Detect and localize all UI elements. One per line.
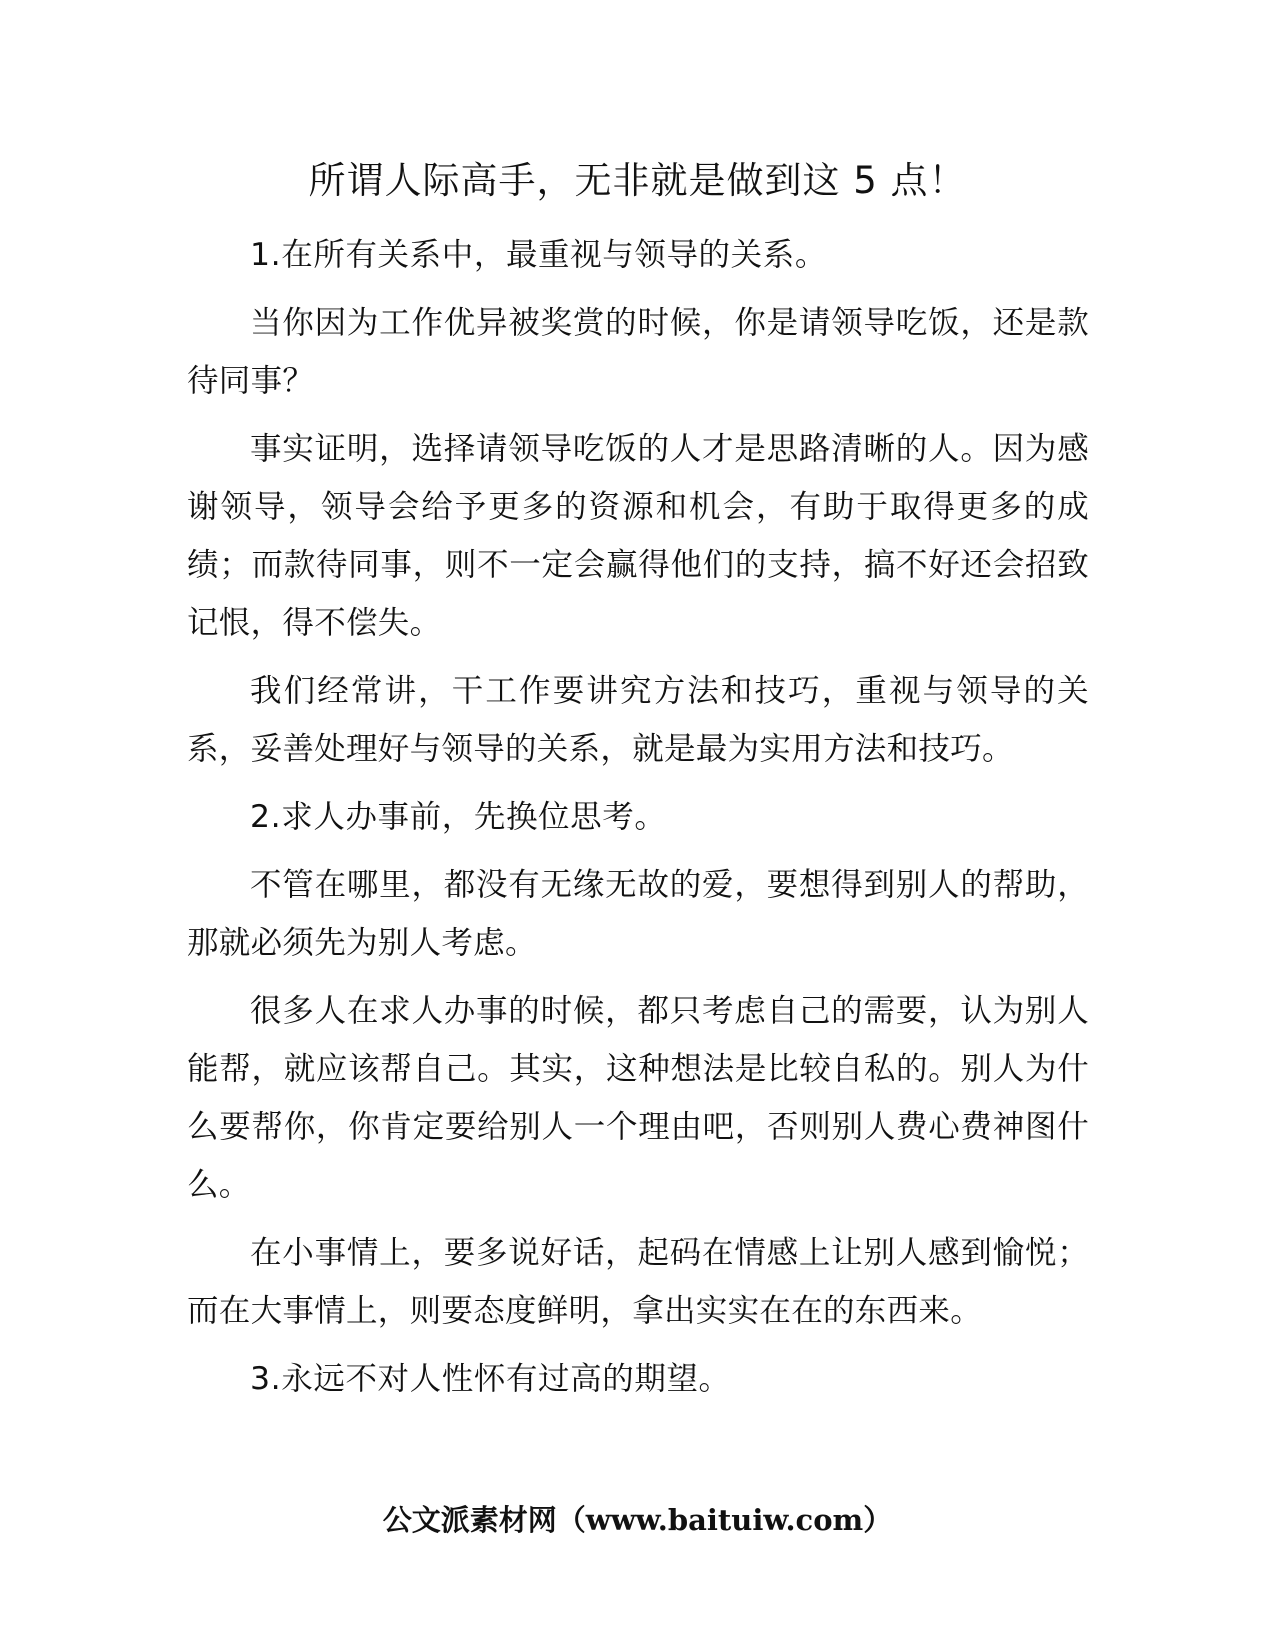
paragraph: 很多人在求人办事的时候，都只考虑自己的需要，认为别人能帮，就应该帮自己。其实，这种想法是比较自私的。别人为什么要帮你，你肯定要给别人一个理由吧，否则别人费心费神图什么。 (187, 993, 1089, 1203)
section-heading-3: 3.永远不对人性怀有过高的期望。 (250, 1361, 731, 1397)
document-title: 所谓人际高手，无非就是做到这 5 点！ (308, 159, 967, 202)
section-heading-1: 1.在所有关系中，最重视与领导的关系。 (250, 237, 827, 273)
paragraph: 我们经常讲，干工作要讲究方法和技巧，重视与领导的关系，妥善处理好与领导的关系，就是最为实用方法和技巧。 (187, 673, 1089, 767)
document-body (187, 226, 1089, 1418)
section-heading-2: 2.求人办事前，先换位思考。 (250, 799, 667, 835)
paragraph: 当你因为工作优异被奖赏的时候，你是请领导吃饭，还是款待同事？ (187, 305, 1089, 399)
page-footer: 公文派素材网（www.baituiw.com） (382, 1503, 893, 1537)
paragraph: 在小事情上，要多说好话，起码在情感上让别人感到愉悦；而在大事情上，则要态度鲜明，拿出实实在在的东西来。 (187, 1235, 1089, 1329)
paragraph: 事实证明，选择请领导吃饭的人才是思路清晰的人。因为感谢领导，领导会给予更多的资源和机会，有助于取得更多的成绩；而款待同事，则不一定会赢得他们的支持，搞不好还会招致记恨，得不偿失。 (187, 431, 1089, 641)
paragraph: 不管在哪里，都没有无缘无故的爱，要想得到别人的帮助，那就必须先为别人考虑。 (187, 867, 1089, 961)
